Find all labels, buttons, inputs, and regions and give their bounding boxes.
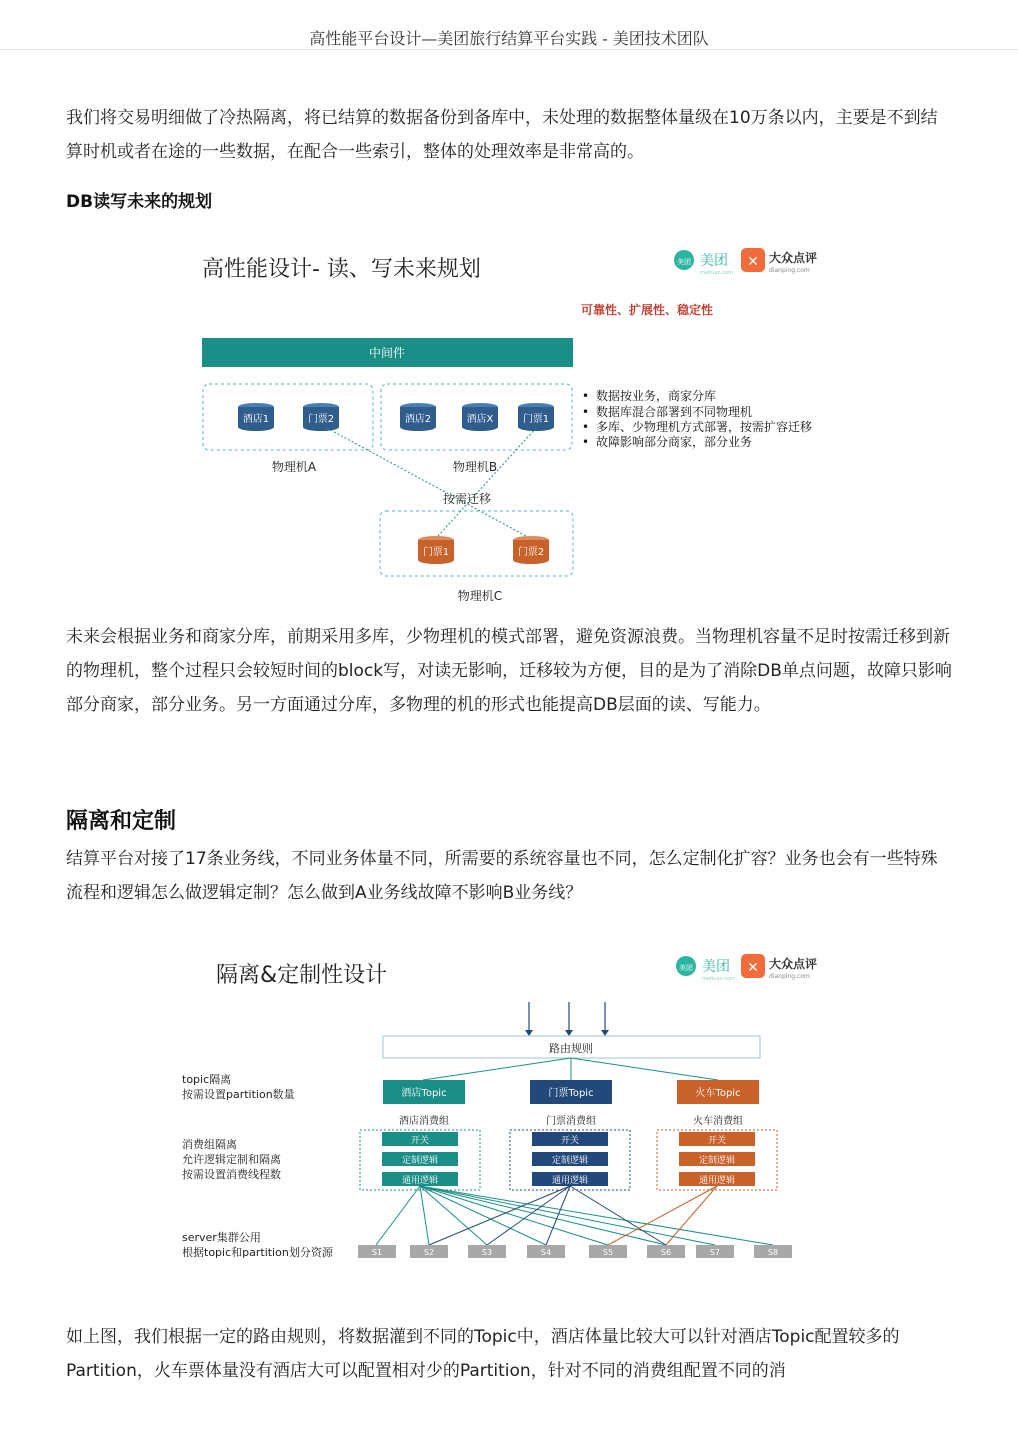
svg-text:多库、少物理机方式部署，按需扩容迁移: 多库、少物理机方式部署，按需扩容迁移 xyxy=(596,420,813,434)
db-cylinder xyxy=(400,403,436,431)
svg-text:美团: 美团 xyxy=(679,964,693,972)
svg-text:酒店X: 酒店X xyxy=(466,414,494,425)
svg-text:•: • xyxy=(582,405,590,419)
migrate-arrow xyxy=(438,428,536,536)
svg-text:按需设置消费线程数: 按需设置消费线程数 xyxy=(182,1168,281,1181)
svg-text:server集群公用: server集群公用 xyxy=(182,1231,261,1244)
svg-text:门票1: 门票1 xyxy=(522,414,550,425)
left-labels xyxy=(182,1073,334,1259)
migrate-label: 按需迁移 xyxy=(442,492,492,506)
svg-text:美团: 美团 xyxy=(700,253,728,269)
machine-c-label: 物理机C xyxy=(457,589,503,603)
db-cylinder xyxy=(513,536,549,564)
figure-isolation-design xyxy=(170,940,830,1280)
svg-text:酒店2: 酒店2 xyxy=(404,414,432,425)
svg-text:定制逻辑: 定制逻辑 xyxy=(698,1156,736,1166)
dianping-logo xyxy=(741,954,817,980)
svg-text:开关: 开关 xyxy=(560,1136,580,1146)
train-connections xyxy=(608,1186,717,1245)
svg-text:门票2: 门票2 xyxy=(307,414,335,425)
figure1-subtitle: 可靠性、扩展性、稳定性 xyxy=(581,303,714,317)
svg-text:定制逻辑: 定制逻辑 xyxy=(401,1156,439,1166)
paragraph-business-lines: 结算平台对接了17条业务线，不同业务体量不同，所需要的系统容量也不同，怎么定制化扩容？业务也会有一些特殊流程和逻辑怎么做逻辑定制？怎么做到A业务线故障不影响B业务线？ xyxy=(66,849,938,903)
svg-text:S1: S1 xyxy=(371,1248,383,1257)
bullet-list xyxy=(582,388,812,449)
dianping-logo xyxy=(741,248,817,274)
svg-text:topic隔离: topic隔离 xyxy=(182,1073,232,1086)
svg-text:故障影响部分商家，部分业务: 故障影响部分商家，部分业务 xyxy=(596,435,753,449)
svg-text:门票2: 门票2 xyxy=(517,547,545,558)
group-label: 火车消费组 xyxy=(693,1116,743,1127)
figure-db-plan xyxy=(190,232,840,612)
db-cylinder xyxy=(303,403,339,431)
routing-label: 路由规则 xyxy=(549,1042,593,1055)
paragraph-cold-hot-isolation: 我们将交易明细做了冷热隔离，将已结算的数据备份到备库中，未处理的数据整体量级在10万条以内，主要是不到结算时机或者在途的一些数据，在配合一些索引，整体的处理效率是非常高的。 xyxy=(66,108,938,162)
svg-text:门票1: 门票1 xyxy=(422,547,450,558)
svg-text:按需设置partition数量: 按需设置partition数量 xyxy=(182,1088,295,1101)
svg-text:大众点评: 大众点评 xyxy=(769,957,818,971)
svg-text:开关: 开关 xyxy=(410,1136,430,1146)
group-label: 酒店消费组 xyxy=(399,1116,449,1127)
svg-text:•: • xyxy=(582,420,590,434)
svg-text:门票Topic: 门票Topic xyxy=(548,1088,594,1099)
db-cylinder xyxy=(418,536,454,564)
svg-text:数据按业务，商家分库: 数据按业务，商家分库 xyxy=(596,389,717,403)
svg-text:meituan.com: meituan.com xyxy=(702,976,735,982)
svg-text:美团: 美团 xyxy=(702,959,730,975)
svg-text:S6: S6 xyxy=(660,1248,672,1257)
svg-text:✕: ✕ xyxy=(747,254,759,270)
svg-text:dianping.com: dianping.com xyxy=(769,973,810,980)
svg-text:S2: S2 xyxy=(423,1248,435,1257)
svg-text:通用逻辑: 通用逻辑 xyxy=(698,1176,736,1186)
heading-db-plan: DB读写未来的规划 xyxy=(66,192,213,212)
svg-text:消费组隔离: 消费组隔离 xyxy=(182,1138,237,1151)
svg-text:数据库混合部署到不同物理机: 数据库混合部署到不同物理机 xyxy=(596,405,753,419)
svg-text:•: • xyxy=(582,389,590,403)
svg-text:根据topic和partition划分资源: 根据topic和partition划分资源 xyxy=(182,1246,333,1259)
meituan-logo xyxy=(674,250,733,276)
group-label: 门票消费组 xyxy=(546,1116,596,1127)
machine-a-box xyxy=(203,384,373,450)
paragraph-routing-explanation: 如上图，我们根据一定的路由规则，将数据灌到不同的Topic中，酒店体量比较大可以针对酒店Topic配置较多的Partition，火车票体量没有酒店大可以配置相对少的Partition，针对不同的消费组配置不同的消 xyxy=(66,1327,900,1381)
svg-text:S8: S8 xyxy=(767,1248,779,1257)
svg-text:开关: 开关 xyxy=(707,1136,727,1146)
machine-a-label: 物理机A xyxy=(271,460,317,474)
svg-text:大众点评: 大众点评 xyxy=(769,251,818,265)
figure1-title: 高性能设计- 读、写未来规划 xyxy=(202,257,481,282)
page-title: 高性能平台设计—美团旅行结算平台实践 - 美团技术团队 xyxy=(309,29,709,48)
hotel-connections xyxy=(376,1186,773,1245)
svg-text:酒店Topic: 酒店Topic xyxy=(401,1088,447,1099)
meituan-logo xyxy=(676,956,735,982)
svg-text:火车Topic: 火车Topic xyxy=(695,1088,741,1099)
svg-text:S4: S4 xyxy=(540,1248,552,1257)
svg-text:S3: S3 xyxy=(481,1248,493,1257)
figure2-title: 隔离&定制性设计 xyxy=(216,963,388,988)
svg-text:✕: ✕ xyxy=(747,960,759,976)
svg-text:S5: S5 xyxy=(602,1248,614,1257)
db-cylinder xyxy=(518,403,554,431)
page-header xyxy=(0,0,1018,50)
migrate-arrow xyxy=(327,428,526,536)
middleware-label: 中间件 xyxy=(368,346,406,360)
routing-arrows xyxy=(423,1058,718,1080)
heading-isolation: 隔离和定制 xyxy=(66,809,177,834)
paragraph-future-plan: 未来会根据业务和商家分库，前期采用多库，少物理机的模式部署，避免资源浪费。当物理机容量不足时按需迁移到新的物理机，整个过程只会较短时间的block写，对读无影响，迁移较为方便，目的是为了消除DB单点问题，故障只影响部分商家，部分业务。另一方面通过分库，多物理的机的形式也能提高DB层面的读、写能力。 xyxy=(66,627,952,715)
server-row xyxy=(358,1245,792,1258)
svg-text:通用逻辑: 通用逻辑 xyxy=(401,1176,439,1186)
svg-text:dianping.com: dianping.com xyxy=(769,267,810,274)
input-arrows xyxy=(529,1002,605,1034)
db-cylinder xyxy=(238,403,274,431)
svg-text:S7: S7 xyxy=(709,1248,721,1257)
svg-text:通用逻辑: 通用逻辑 xyxy=(551,1176,589,1186)
svg-text:meituan.com: meituan.com xyxy=(700,270,733,276)
svg-text:美团: 美团 xyxy=(677,258,691,266)
machine-b-label: 物理机B xyxy=(452,460,498,474)
svg-text:•: • xyxy=(582,435,590,449)
svg-text:酒店1: 酒店1 xyxy=(242,414,270,425)
db-cylinder xyxy=(462,403,498,431)
svg-text:允许逻辑定制和隔离: 允许逻辑定制和隔离 xyxy=(182,1153,281,1166)
svg-text:定制逻辑: 定制逻辑 xyxy=(551,1156,589,1166)
